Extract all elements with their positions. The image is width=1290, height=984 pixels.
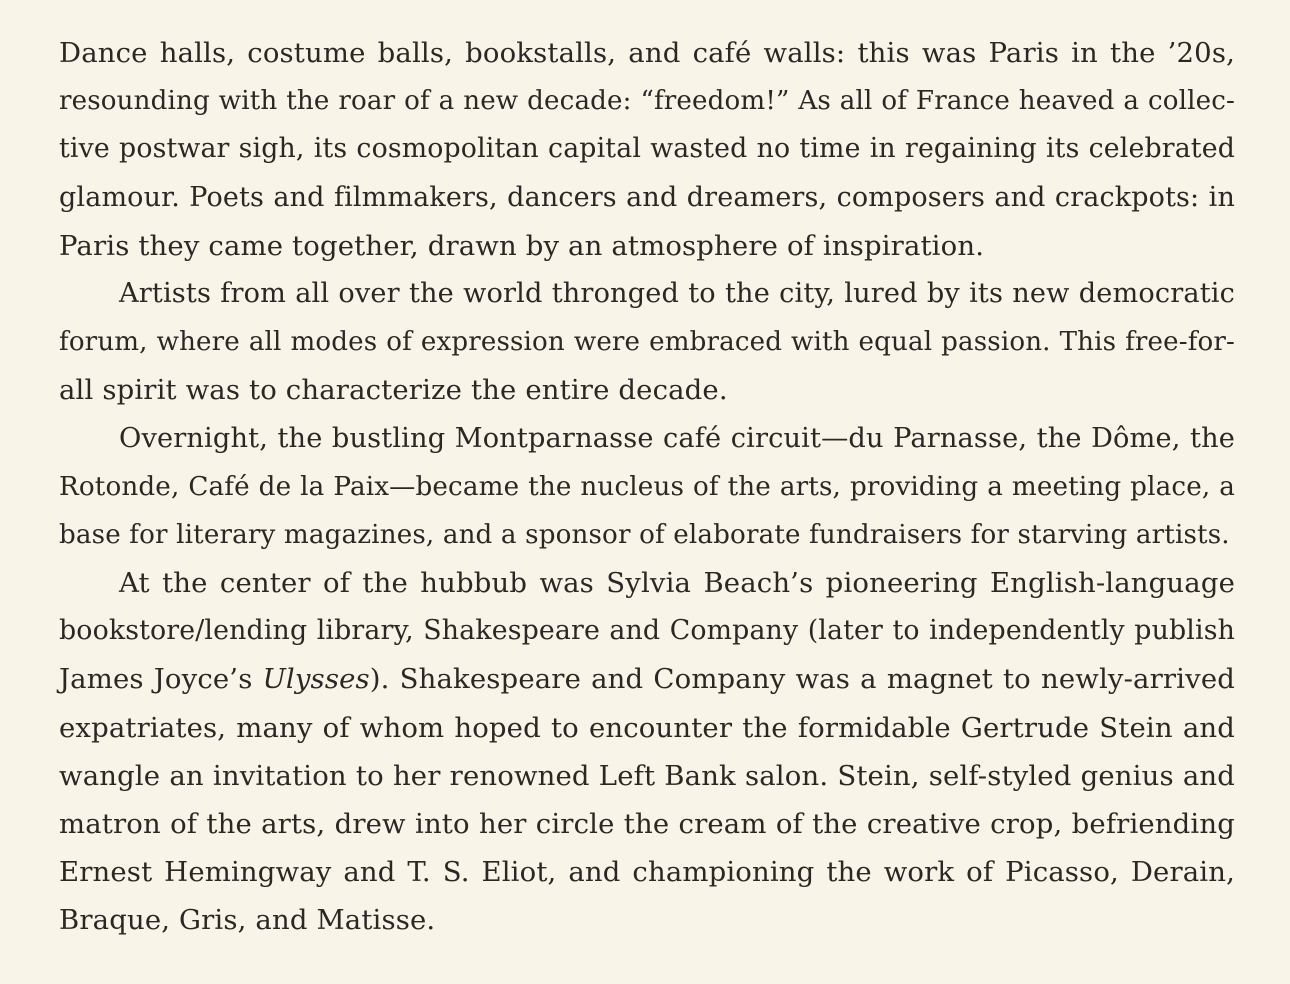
text-line: Rotonde, Café de la Paix—became the nucleus of the arts, providing a meeting place, a — [59, 471, 1235, 502]
paragraph-4 — [59, 559, 1235, 945]
text-line: expatriates, many of whom hoped to encounter the formidable Gertrude Stein and — [59, 711, 1235, 744]
book-title-italic: Ulysses — [262, 663, 370, 696]
text-line: Ernest Hemingway and T. S. Eliot, and championing the work of Picasso, Derain, — [59, 856, 1235, 889]
text-line: tive postwar sigh, its cosmopolitan capital wasted no time in regaining its celebrated — [59, 133, 1235, 165]
text-line: base for literary magazines, and a sponsor of elaborate fundraisers for starving artists. — [59, 519, 1230, 550]
paragraph-2 — [59, 270, 1235, 415]
paragraph-1 — [59, 29, 1235, 270]
text-line: Braque, Gris, and Matisse. — [59, 904, 436, 937]
text-segment: James Joyce’s — [59, 663, 263, 696]
text-line: matron of the arts, drew into her circle the cream of the creative crop, befriending — [59, 808, 1235, 840]
text-line: resounding with the roar of a new decade: “freedom!” As all of France heaved a collec- — [59, 86, 1235, 117]
text-line: forum, where all modes of expression were embraced with equal passion. This free-for- — [59, 327, 1235, 358]
text-line: Dance halls, costume balls, bookstalls, and café walls: this was Paris in the ’20s, — [59, 37, 1235, 69]
text-line: wangle an invitation to her renowned Left Bank salon. Stein, self-styled genius and — [59, 759, 1235, 792]
paragraph-3 — [59, 415, 1235, 560]
text-segment: ). Shakespeare and Company was a magnet to newly-arrived — [369, 663, 1235, 696]
text-line: Overnight, the bustling Montparnasse café circuit—du Parnasse, the Dôme, the — [119, 422, 1235, 454]
text-line: glamour. Poets and filmmakers, dancers and dreamers, composers and crackpots: in — [59, 181, 1235, 213]
text-line-with-title — [59, 655, 1235, 703]
text-line: bookstore/lending library, Shakespeare and Company (later to independently publish — [59, 615, 1235, 647]
text-line: all spirit was to characterize the entire decade. — [59, 374, 728, 407]
text-line: Artists from all over the world thronged to the city, lured by its new democratic — [119, 277, 1235, 309]
text-line: Paris they came together, drawn by an atmosphere of inspiration. — [59, 229, 985, 262]
document-page — [59, 29, 1235, 945]
text-line: At the center of the hubbub was Sylvia Beach’s pioneering English-language — [119, 567, 1235, 600]
